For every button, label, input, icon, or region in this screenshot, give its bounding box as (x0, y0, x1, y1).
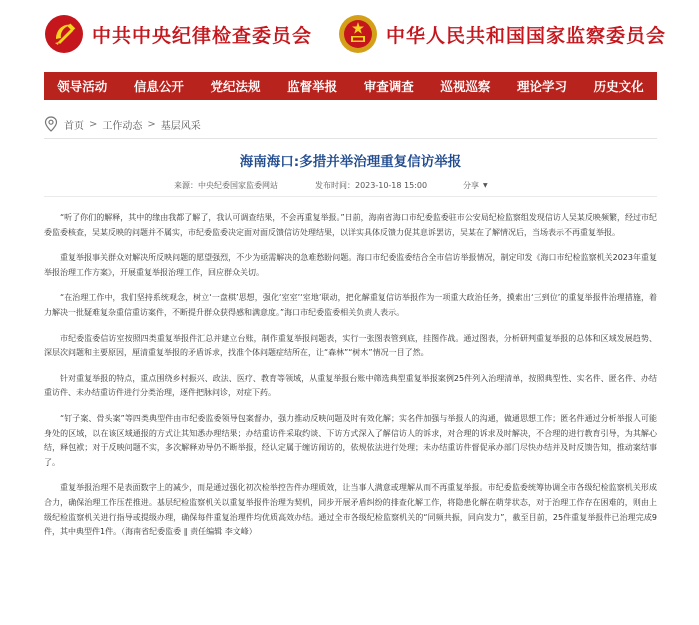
nav-item-inspection[interactable]: 巡视巡察 (440, 79, 491, 94)
article-paragraph: 重复举报事关群众对解决所反映问题的愿望强烈，不少为亟需解决的急难愁盼问题。海口市纪委监委结合全市信访举报情况，制定印发《海口市纪检监察机关2023年重复举报治理工作方案》，开展重复举报治理工作，回应群众关切。 (44, 253, 657, 277)
chevron-down-icon: ▼ (483, 182, 488, 189)
location-pin-icon (44, 116, 58, 132)
nav-item-history[interactable]: 历史文化 (593, 79, 644, 94)
article-meta (44, 180, 657, 192)
ccdi-title: 中共中央纪律检查委员会 (92, 24, 313, 47)
ccdi-brand[interactable] (44, 14, 312, 54)
article-paragraph: 市纪委监委信访室按照四类重复举报件汇总并建立台账，制作重复举报问题表，实行一张图表管到底，挂图作战。通过图表，分析研判重复举报的总体和区域发展趋势、深层次问题和主要原因，厘清重复举报的矛盾诉求，找准个体问题症结所在，让“森林”“树木”情况一目了然。 (44, 333, 657, 358)
breadcrumb-divider (44, 138, 657, 139)
article-time: 发布时间：2023-10-18 15:00 (315, 181, 428, 190)
nav-item-regulations[interactable]: 党纪法规 (210, 79, 261, 94)
site-header (0, 0, 699, 72)
nav-item-info[interactable]: 信息公开 (133, 79, 184, 94)
article-body (44, 211, 657, 551)
nav-item-leadership[interactable]: 领导活动 (57, 79, 108, 94)
nsc-brand[interactable] (338, 14, 666, 54)
share-button[interactable] (463, 180, 488, 191)
nsc-title: 中华人民共和国国家监察委员会 (386, 24, 667, 47)
article-paragraph: “听了你们的解释，其中的缘由我都了解了，我认可调查结果，不会再重复举报。”日前，海南省海口市纪委监委驻市公安局纪检监察组发现信访人吴某反映频繁，经过市纪委监委核查，吴某反映的问题并不属实，市纪委监委决定面对面反馈信访处理结果，以详实具体反馈力促其息诉罢访，吴某在了解情况后，当场表示不再重复举报。 (44, 213, 657, 237)
article-paragraph: 针对重复举报的特点，重点围绕乡村振兴、政法、医疗、教育等领域，从重复举报台账中筛选典型重复举报案例25件列入治理清单，按照典型性、实名件、匿名件、办结重访件、未办结重访件进行分类治理，逐件把脉问诊，对症下药。 (44, 373, 657, 398)
breadcrumb (44, 116, 201, 132)
article-title: 海南海口:多措并举治理重复信访举报 (239, 154, 462, 170)
breadcrumb-separator: > (89, 118, 98, 130)
article-source: 来源：中央纪委国家监委网站 (174, 181, 278, 190)
article-paragraph: “在治理工作中，我们坚持系统观念，树立‘一盘棋’思想，强化‘室室’‘室地’联动，把化解重复信访举报作为一项重大政治任务，摸索出‘三到位’的重复举报件治理措施，着力解决一批疑难复杂重信重访案件，不断提升群众获得感和满意度。”海口市纪委监委相关负责人表示。 (44, 293, 657, 317)
national-emblem-icon (338, 14, 378, 54)
main-nav (44, 72, 657, 100)
breadcrumb-home[interactable]: 首页 (64, 120, 84, 132)
breadcrumb-grassroots[interactable]: 基层风采 (160, 120, 201, 132)
nav-item-theory[interactable]: 理论学习 (517, 79, 568, 94)
article-paragraph: “钉子案、骨头案”等四类典型件由市纪委监委领导包案督办，强力推动反映问题及时有效化解；实名件加强与举报人的沟通，做通思想工作；匿名件通过分析举报人可能身处的区域，以在该区域通报的方式让其知悉办理结果；办结重访件采取约谈、下访方式深入了解信访人的诉求，对合理的诉求及时解决，不合理的进行教育引导，为其解心结，释包袱；对于反映问题不实，多次解释劝导仍不断举报，经认定属于缠访闹访的，依规依法进行处理；未办结重访件督促承办部门尽快办结并及时反馈告知，推动案结事了。 (44, 413, 657, 467)
meta-divider (44, 196, 657, 197)
nav-item-investigation[interactable]: 审查调查 (363, 79, 414, 94)
article-paragraph: 重复举报治理不是表面数字上的减少，而是通过强化初次检举控告件办理质效，让当事人满意或理解从而不再重复举报。市纪委监委统筹协调全市各级纪检监察机关形成合力，确保治理工作压茬推进。基层纪检监察机关以重复举报件治理为契机，同步开展矛盾纠纷的排查化解工作，将隐患化解在萌芽状态，对于治理工作存在困难的，则由上级纪检监察机关进行指导或提级办理，确保每件重复治理件均优质高效办结。通过全市各级纪检监察机关的“同频共振，同向发力”，截至目前，25件重复举报件已治理完成9件，其中典型件1件。（海南省纪委监委 ∥ 责任编辑 李文峰） (44, 483, 657, 537)
share-label: 分享 (463, 181, 479, 190)
nav-item-reporting[interactable]: 监督举报 (287, 79, 338, 94)
party-emblem-icon (44, 14, 84, 54)
breadcrumb-separator: > (147, 118, 156, 130)
breadcrumb-work-news[interactable]: 工作动态 (102, 120, 143, 132)
